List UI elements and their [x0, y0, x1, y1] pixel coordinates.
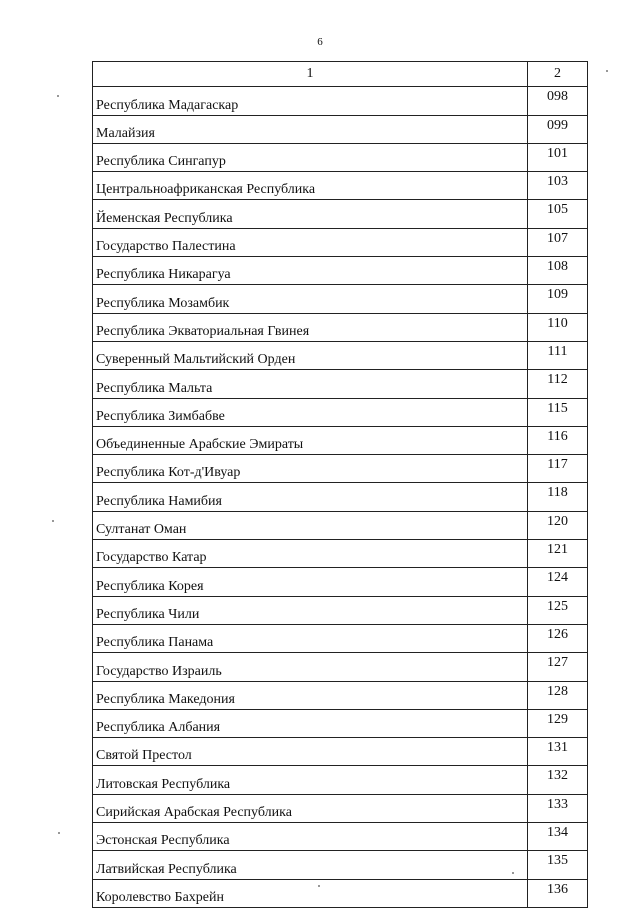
country-name: Республика Никарагуа	[93, 257, 528, 285]
table-row	[93, 370, 588, 398]
table-row	[93, 313, 588, 341]
country-name: Султанат Оман	[93, 511, 528, 539]
header-col-2: 2	[528, 62, 588, 87]
country-name: Республика Албания	[93, 709, 528, 737]
header-col-1: 1	[93, 62, 528, 87]
table-row	[93, 738, 588, 766]
table-row	[93, 624, 588, 652]
table-row	[93, 398, 588, 426]
country-name: Государство Израиль	[93, 653, 528, 681]
table-row	[93, 228, 588, 256]
country-name: Центральноафриканская Республика	[93, 172, 528, 200]
country-code: 105	[528, 200, 588, 228]
table-row	[93, 681, 588, 709]
country-name: Республика Корея	[93, 568, 528, 596]
country-name: Латвийская Республика	[93, 851, 528, 879]
country-name: Республика Намибия	[93, 483, 528, 511]
table-row	[93, 257, 588, 285]
table-row	[93, 540, 588, 568]
country-code: 136	[528, 879, 588, 907]
country-code: 135	[528, 851, 588, 879]
country-code: 133	[528, 794, 588, 822]
table-row	[93, 143, 588, 171]
country-name: Республика Македония	[93, 681, 528, 709]
country-code: 128	[528, 681, 588, 709]
country-code: 112	[528, 370, 588, 398]
country-name: Малайзия	[93, 115, 528, 143]
country-code: 115	[528, 398, 588, 426]
country-code: 116	[528, 426, 588, 454]
table-row	[93, 766, 588, 794]
country-name: Республика Мальта	[93, 370, 528, 398]
table-row	[93, 172, 588, 200]
country-name: Республика Сингапур	[93, 143, 528, 171]
country-code: 131	[528, 738, 588, 766]
table-row	[93, 879, 588, 907]
scan-speck	[606, 70, 608, 72]
country-name: Эстонская Республика	[93, 823, 528, 851]
country-code: 134	[528, 823, 588, 851]
country-code: 121	[528, 540, 588, 568]
country-name: Республика Мадагаскар	[93, 87, 528, 115]
table-row	[93, 596, 588, 624]
country-code: 125	[528, 596, 588, 624]
country-name: Сирийская Арабская Республика	[93, 794, 528, 822]
country-name: Объединенные Арабские Эмираты	[93, 426, 528, 454]
country-code: 120	[528, 511, 588, 539]
table-row	[93, 511, 588, 539]
country-code: 107	[528, 228, 588, 256]
country-code: 124	[528, 568, 588, 596]
country-name: Йеменская Республика	[93, 200, 528, 228]
table-row	[93, 483, 588, 511]
country-name: Королевство Бахрейн	[93, 879, 528, 907]
country-name: Святой Престол	[93, 738, 528, 766]
country-name: Суверенный Мальтийский Орден	[93, 341, 528, 369]
country-code: 109	[528, 285, 588, 313]
country-code-table	[92, 61, 588, 908]
table-row	[93, 653, 588, 681]
country-code: 099	[528, 115, 588, 143]
table-row	[93, 823, 588, 851]
country-code: 111	[528, 341, 588, 369]
country-name: Республика Чили	[93, 596, 528, 624]
country-code: 110	[528, 313, 588, 341]
table-row	[93, 794, 588, 822]
scan-speck	[318, 885, 320, 887]
country-code: 126	[528, 624, 588, 652]
country-code: 108	[528, 257, 588, 285]
table-row	[93, 709, 588, 737]
country-name: Республика Мозамбик	[93, 285, 528, 313]
table-header-row	[93, 62, 588, 87]
table-row	[93, 200, 588, 228]
country-code: 101	[528, 143, 588, 171]
scan-speck	[57, 95, 59, 97]
scan-speck	[512, 872, 514, 874]
table-row	[93, 87, 588, 115]
table-body	[93, 62, 588, 908]
country-code: 127	[528, 653, 588, 681]
country-name: Государство Палестина	[93, 228, 528, 256]
country-code: 118	[528, 483, 588, 511]
country-name: Республика Зимбабве	[93, 398, 528, 426]
scan-speck	[58, 832, 60, 834]
country-name: Республика Панама	[93, 624, 528, 652]
country-code: 132	[528, 766, 588, 794]
country-name: Государство Катар	[93, 540, 528, 568]
table-row	[93, 341, 588, 369]
country-name: Республика Кот-д'Ивуар	[93, 455, 528, 483]
table-row	[93, 568, 588, 596]
country-code: 103	[528, 172, 588, 200]
table-row	[93, 115, 588, 143]
table-row	[93, 851, 588, 879]
scan-speck	[52, 520, 54, 522]
country-code: 117	[528, 455, 588, 483]
table-row	[93, 455, 588, 483]
country-name: Республика Экваториальная Гвинея	[93, 313, 528, 341]
table-row	[93, 426, 588, 454]
table-row	[93, 285, 588, 313]
country-name: Литовская Республика	[93, 766, 528, 794]
country-code: 129	[528, 709, 588, 737]
country-code: 098	[528, 87, 588, 115]
page-number: 6	[317, 36, 323, 48]
